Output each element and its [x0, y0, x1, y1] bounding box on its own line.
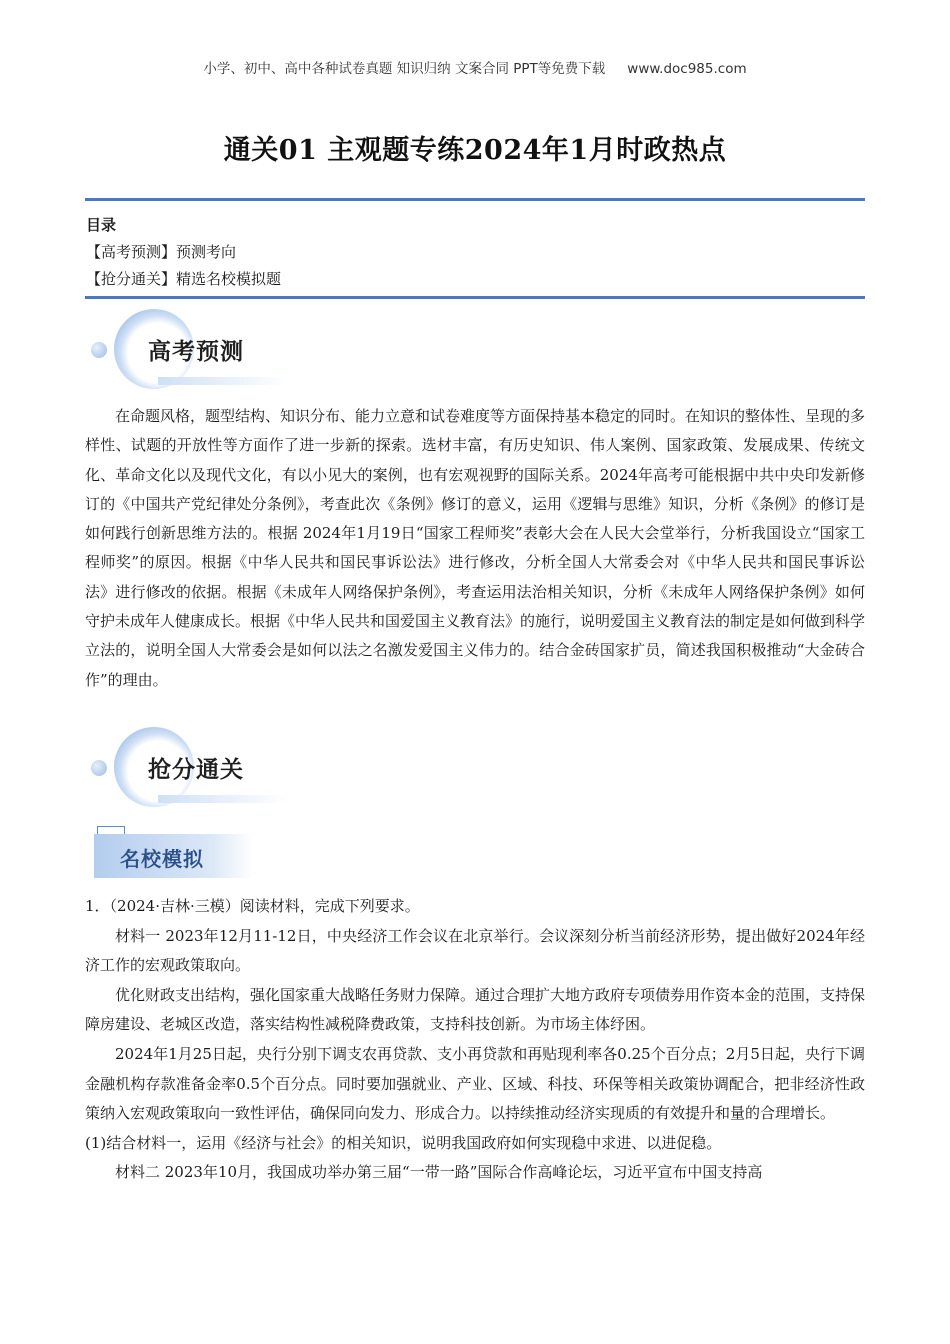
section-title-forecast: 高考预测	[148, 339, 244, 365]
banner-text: 小学、初中、高中各种试卷真题 知识归纳 文案合同 PPT等免费下载	[203, 61, 606, 77]
material2-paragraph-1: 材料二 2023年10月，我国成功举办第三届“一带一路”国际合作高峰论坛，习近平宣布中国支持高	[115, 1163, 763, 1182]
forecast-body	[85, 402, 865, 695]
toc-item-forecast[interactable]: 【高考预测】预测考向	[86, 243, 237, 261]
decor-dot-icon	[91, 342, 107, 358]
section-banner-scoring	[88, 723, 298, 813]
document-title: 通关01 主观题专练2024年1月时政热点	[223, 135, 727, 166]
material1-paragraph-3: 2024年1月25日起，央行分别下调支农再贷款、支小再贷款和再贴现利率各0.25个百分点；2月5日起，央行下调金融机构存款准备金率0.5个百分点。同时要加强就业、产业、区域、科技、环保等相关政策协调配合，把非经济性政策纳入宏观政策取向一致性评估，确保同向发力、形成合力。以持续推动经济实现质的有效提升和量的合理增长。	[85, 1044, 865, 1123]
forecast-paragraph: 在命题风格，题型结构、知识分布、能力立意和试卷难度等方面保持基本稳定的同时。在知识的整体性、呈现的多样性、试题的开放性等方面作了进一步新的探索。选材丰富，有历史知识、伟人案例、国家政策、发展成果、传统文化、革命文化以及现代文化，有以小见大的案例，也有宏观视野的国际关系。2024年高考可能根据中共中央印发新修订的《中国共产党纪律处分条例》，考查此次《条例》修订的意义，运用《逻辑与思维》知识，分析《条例》的修订是如何践行创新思维方法的。根据 2024年1月19日“国家工程师奖”表彰大会在人民大会堂举行，分析我国设立“国家工程师奖”的原因。根据《中华人民共和国民事诉讼法》进行修改，分析全国人大常委会对《中华人民共和国民事诉讼法》进行修改的依据。根据《未成年人网络保护条例》，考查运用法治相关知识，分析《未成年人网络保护条例》如何守护未成年人健康成长。根据《中华人民共和国爱国主义教育法》的施行，说明爱国主义教育法的制定是如何做到科学立法的，说明全国人大常委会是如何以法之名激发爱国主义伟力的。结合金砖国家扩员，简述我国积极推动“大金砖合作”的理由。	[85, 407, 866, 689]
divider-top	[85, 198, 865, 201]
section-banner-forecast	[88, 305, 298, 395]
decor-bar	[158, 795, 288, 803]
toc-item-scoring[interactable]: 【抢分通关】精选名校模拟题	[86, 270, 282, 288]
decor-bar	[158, 377, 288, 385]
question-block	[85, 892, 865, 1188]
school-mock-label: 名校模拟	[120, 847, 204, 871]
school-mock-tag	[94, 826, 254, 880]
table-of-contents	[86, 212, 281, 293]
divider-bottom	[85, 296, 865, 299]
site-banner	[0, 57, 950, 77]
sub-question-1: (1)结合材料一，运用《经济与社会》的相关知识，说明我国政府如何实现稳中求进、以进促稳。	[85, 1133, 722, 1152]
decor-dot-icon	[91, 760, 107, 776]
question-intro: 1．（2024·吉林·三模）阅读材料，完成下列要求。	[85, 897, 420, 915]
material1-paragraph-2: 优化财政支出结构，强化国家重大战略任务财力保障。通过合理扩大地方政府专项债券用作资本金的范围，支持保障房建设、老城区改造，落实结构性减税降费政策，支持科技创新。为市场主体纾困。	[85, 985, 866, 1034]
material1-paragraph-1: 材料一 2023年12月11-12日，中央经济工作会议在北京举行。会议深刻分析当前经济形势，提出做好2024年经济工作的宏观政策取向。	[85, 926, 865, 975]
site-url[interactable]: www.doc985.com	[627, 61, 747, 77]
toc-heading: 目录	[86, 216, 117, 234]
section-title-scoring: 抢分通关	[148, 757, 244, 783]
